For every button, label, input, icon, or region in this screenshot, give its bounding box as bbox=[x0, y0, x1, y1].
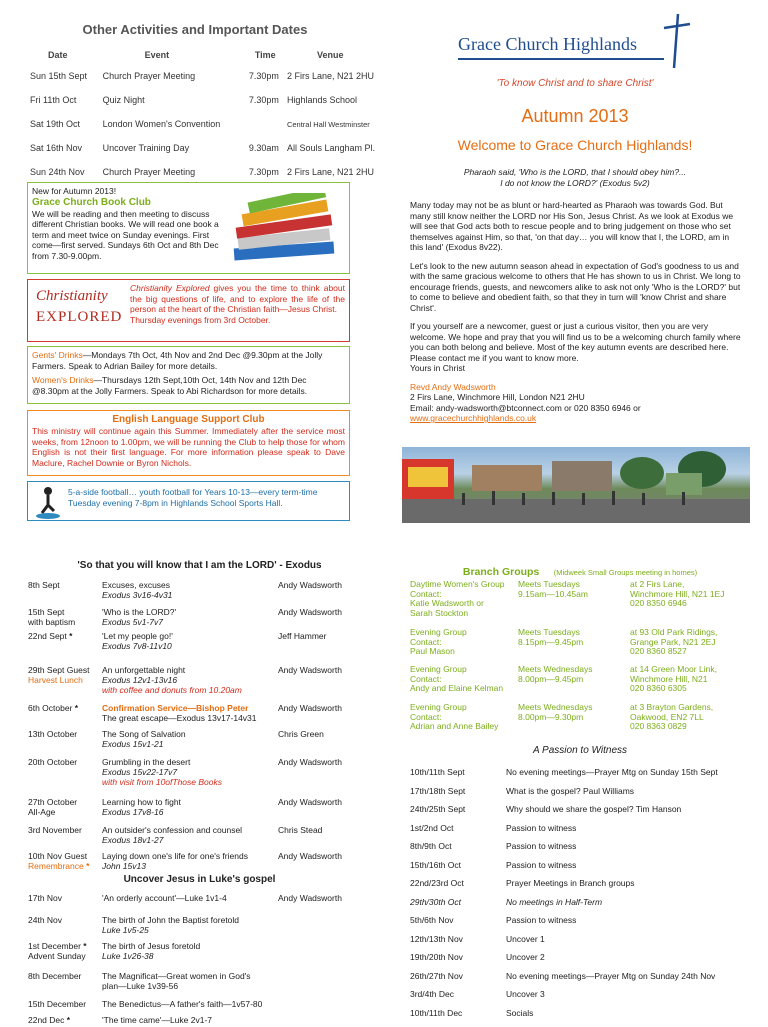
luke-sermon-title: 'The time came'—Luke 2v1-7 bbox=[102, 1015, 213, 1025]
letter-email: Email: andy-wadsworth@btconnect.com or 020 8350 6946 or bbox=[410, 402, 641, 413]
sermon-speaker: Andy Wadsworth bbox=[278, 607, 342, 617]
season-title: Autumn 2013 bbox=[521, 106, 629, 126]
sermons-list bbox=[28, 580, 373, 877]
luke-speaker bbox=[278, 1015, 342, 1027]
sermon-date: 6th October * bbox=[28, 703, 79, 713]
luke-date: 24th Nov bbox=[28, 915, 63, 925]
sermon-date: 29th Sept Guest Harvest Lunch bbox=[28, 665, 90, 685]
welcome-title: Welcome to Grace Church Highlands! bbox=[457, 137, 693, 153]
row-time bbox=[249, 112, 287, 136]
passion-title: A Passion to Witness bbox=[532, 745, 628, 756]
row-date: Sun 15th Sept bbox=[30, 71, 88, 81]
passion-date: 15th/16th Oct bbox=[410, 859, 462, 870]
row-time: 7.30pm bbox=[248, 71, 279, 81]
sermon-title: Confirmation Service—Bishop Peter The great escape—Exodus 13v17-14v31 bbox=[102, 703, 257, 723]
luke-date: 8th December bbox=[28, 971, 82, 981]
letter-name: Revd Andy Wadsworth bbox=[410, 381, 496, 392]
passion-topic: Socials bbox=[506, 1007, 534, 1018]
branch-group bbox=[410, 628, 755, 665]
table-row bbox=[410, 948, 760, 967]
explored-logo-line1: Christianity bbox=[36, 288, 108, 304]
passion-topic: Uncover 1 bbox=[506, 933, 545, 944]
passion-date: 8th/9th Oct bbox=[410, 841, 452, 852]
bookclub-box bbox=[27, 182, 350, 274]
passion-date: 10th/11th Dec bbox=[410, 1007, 463, 1018]
luke-sermon-title: The Magnificat—Great women in God's plan—Luke 1v39-56 bbox=[102, 971, 251, 991]
women-label: Women's Drinks bbox=[32, 375, 94, 385]
luke-sermon-title: 'An orderly account'—Luke 1v1-4 bbox=[102, 893, 227, 903]
row-event: London Women's Convention bbox=[102, 119, 221, 129]
passion-date: 1st/2nd Oct bbox=[410, 822, 454, 833]
table-row bbox=[30, 88, 375, 112]
luke-date: 17th Nov bbox=[28, 893, 63, 903]
luke-title: Uncover Jesus in Luke's gospel bbox=[123, 874, 276, 885]
table-row bbox=[30, 64, 375, 88]
branch-subtitle: (Midweek Small Groups meeting in homes) bbox=[553, 568, 698, 577]
row-date: Sun 24th Nov bbox=[30, 167, 85, 177]
activities-header-row bbox=[30, 46, 375, 64]
football-text: 5-a-side football… youth football for Years 10-13—every term-time Tuesday evening 7-8pm in Highlands School Sports Hall. bbox=[68, 487, 318, 508]
explored-logo bbox=[36, 288, 122, 334]
letter-p3 bbox=[410, 321, 742, 374]
col-time: Time bbox=[254, 50, 276, 60]
passion-date: 24th/25th Sept bbox=[410, 804, 466, 815]
row-time: 9.30am bbox=[248, 143, 279, 153]
website-link[interactable]: www.gracechurchhighlands.co.uk bbox=[410, 413, 537, 423]
passion-topic: Passion to witness bbox=[506, 915, 577, 926]
bookclub-text: We will be reading and then meeting to discuss different Christian books. We will read one book a term and meet twice on Sunday evenings. First come—first served. Sundays 6th Oct and 8th Dec from 7.30-9.00pm. bbox=[32, 208, 219, 261]
luke-sermon-title: The Benedictus—A father's faith—1v57-80 bbox=[102, 999, 263, 1009]
passion-topic: Uncover 2 bbox=[506, 952, 545, 963]
table-row bbox=[28, 580, 342, 607]
luke-list bbox=[28, 893, 373, 1027]
branch-name: Evening Group Contact: Adrian and Anne Bailey bbox=[410, 702, 499, 731]
table-row bbox=[28, 631, 342, 665]
passion-topic: Prayer Meetings in Branch groups bbox=[506, 878, 635, 889]
branch-time: Meets Tuesdays 9.15am—10.45am bbox=[518, 579, 588, 599]
football-box bbox=[27, 481, 350, 521]
table-row bbox=[28, 607, 342, 631]
row-venue: All Souls Langham Pl. bbox=[286, 143, 375, 153]
col-date: Date bbox=[48, 50, 68, 60]
table-row bbox=[28, 915, 342, 941]
letter bbox=[410, 200, 742, 424]
letter-p1: Many today may not be as blunt or hard-hearted as Pharaoh was towards God. But many still know neither the LORD nor His Son, Jesus Christ. As we look at Exodus we will see that God acts both to rescue people and to bring judgement on those who set themselves against Him, so that, 'on that day… you will know that I, the LORD, am in this land' (Exodus 8v22). bbox=[410, 200, 734, 252]
women-text: —Thursdays 12th Sept,10th Oct, 14th Nov and 12th Dec @8.30pm at the Jolly Farmers. Speak to Abi Richardson for more details. bbox=[32, 375, 308, 396]
branch-header bbox=[410, 562, 750, 580]
branch-table bbox=[410, 580, 755, 739]
church-name: Grace Church Highlands bbox=[458, 34, 637, 54]
letter-address: 2 Firs Lane, Winchmore Hill, London N21 2HU bbox=[410, 392, 585, 402]
table-row bbox=[28, 971, 342, 999]
branch-group bbox=[410, 703, 755, 739]
sermon-title: Laying down one's life for one's friends John 15v13 bbox=[102, 851, 248, 871]
luke-speaker bbox=[278, 999, 342, 1015]
passion-date: 22nd/23rd Oct bbox=[410, 878, 464, 889]
table-row bbox=[410, 782, 760, 801]
sermon-title: Grumbling in the desert Exodus 15v22-17v7 with visit from 10ofThose Books bbox=[102, 757, 222, 787]
sermon-date: 27th October All-Age bbox=[28, 797, 78, 817]
women-drinks bbox=[32, 375, 345, 396]
table-row bbox=[28, 893, 342, 915]
sermon-title: An unforgettable night Exodus 12v1-13v16 with coffee and donuts from 10.20am bbox=[102, 665, 242, 695]
table-row bbox=[410, 967, 760, 986]
passion-date: 12th/13th Nov bbox=[410, 933, 463, 944]
table-row bbox=[28, 797, 342, 825]
branch-name: Daytime Women's Group Contact: Katie Wadsworth or Sarah Stockton bbox=[410, 579, 505, 618]
luke-date: 1st December * Advent Sunday bbox=[28, 941, 87, 961]
passion-topic: No meetings in Half-Term bbox=[506, 896, 603, 907]
passion-topic: Why should we share the gospel? Tim Hanson bbox=[506, 804, 682, 815]
passion-topic: What is the gospel? Paul Williams bbox=[506, 785, 635, 796]
row-time: 7.30pm bbox=[248, 95, 279, 105]
row-event: Uncover Training Day bbox=[102, 143, 190, 153]
luke-speaker: Andy Wadsworth bbox=[278, 893, 342, 903]
sermon-speaker: Andy Wadsworth bbox=[278, 851, 342, 861]
sermons-title: 'So that you will know that I am the LORD' - Exodus bbox=[77, 560, 322, 571]
english-text: This ministry will continue again this Summer. Immediately after the service most weeks, from 12noon to 1.00pm, we will be running the Club to help those for whom English is not their first language. For more information please speak to Dave Maclure, Rachel Downie or Byron Nichols. bbox=[32, 426, 345, 468]
table-row bbox=[28, 941, 342, 971]
english-box bbox=[27, 410, 350, 476]
sermon-date: 10th Nov Guest Remembrance * bbox=[28, 851, 90, 871]
col-venue: Venue bbox=[316, 50, 344, 60]
sermon-speaker: Andy Wadsworth bbox=[278, 797, 342, 807]
logo-underline bbox=[458, 58, 664, 60]
table-row bbox=[410, 800, 760, 819]
sermon-date: 15th Sept with baptism bbox=[28, 607, 76, 627]
passion-date: 29th/30th Oct bbox=[410, 896, 462, 907]
branch-name: Evening Group Contact: Andy and Elaine Kelman bbox=[410, 664, 504, 693]
table-row bbox=[410, 893, 760, 912]
gents-label: Gents' Drinks bbox=[32, 350, 83, 360]
football-icon bbox=[34, 485, 62, 519]
branch-address: at 93 Old Park Ridings, Grange Park, N21 2EJ 020 8360 8527 bbox=[630, 627, 718, 656]
explored-lead: Christianity Explored bbox=[130, 283, 210, 293]
church-logo bbox=[450, 12, 694, 72]
table-row bbox=[28, 825, 342, 851]
branch-address: at 3 Brayton Gardens, Oakwood, EN2 7LL 020 8363 0829 bbox=[630, 702, 714, 731]
passion-table bbox=[410, 763, 760, 1022]
explored-logo-line2: EXPLORED bbox=[36, 309, 123, 325]
sermon-speaker: Andy Wadsworth bbox=[278, 580, 342, 590]
table-row bbox=[410, 911, 760, 930]
books-icon bbox=[228, 193, 346, 265]
row-event: Church Prayer Meeting bbox=[102, 167, 196, 177]
passion-topic: Uncover 3 bbox=[506, 989, 545, 1000]
branch-name: Evening Group Contact: Paul Mason bbox=[410, 627, 467, 656]
branch-title: Branch Groups bbox=[462, 566, 540, 578]
branch-address: at 14 Green Moor Link, Winchmore Hill, N21 020 8360 6305 bbox=[630, 664, 717, 693]
explored-text bbox=[130, 283, 345, 325]
passion-date: 3rd/4th Dec bbox=[410, 989, 454, 1000]
row-venue: 2 Firs Lane, N21 2HU bbox=[286, 71, 374, 81]
letter-p3-text: If you yourself are a newcomer, guest or just a curious visitor, then you are very welcome. We hope and pray that you will find us to be a welcoming church family where you can both belong and believe. Most of the key autumn events are described here. Please contact me if you want to know more. bbox=[410, 321, 741, 363]
passion-topic: Passion to witness bbox=[506, 822, 577, 833]
table-row bbox=[30, 160, 375, 184]
passion-topic: No evening meetings—Prayer Mtg on Sunday 15th Sept bbox=[506, 767, 718, 778]
branch-group bbox=[410, 580, 755, 628]
branch-address: at 2 Firs Lane, Winchmore Hill, N21 1EJ 020 8350 6946 bbox=[630, 579, 725, 608]
luke-sermon-title: The birth of Jesus foretold Luke 1v26-38 bbox=[102, 941, 201, 961]
table-row bbox=[410, 856, 760, 875]
row-event: Quiz Night bbox=[102, 95, 145, 105]
sermon-title: The Song of Salvation Exodus 15v1-21 bbox=[102, 729, 186, 749]
explored-body: gives you the time to think about the big questions of life, and to explore the life of the person at the heart of the Christian faith—Jesus Christ. bbox=[130, 283, 345, 314]
passion-topic: No evening meetings—Prayer Mtg on Sunday 24th Nov bbox=[506, 970, 716, 981]
table-row bbox=[28, 703, 342, 729]
sermon-title: 'Let my people go!' Exodus 7v8-11v10 bbox=[102, 631, 173, 651]
sermon-speaker: Andy Wadsworth bbox=[278, 703, 342, 713]
table-row bbox=[410, 985, 760, 1004]
luke-speaker bbox=[278, 941, 342, 971]
table-row bbox=[28, 1015, 342, 1027]
sermon-date: 20th October bbox=[28, 757, 78, 767]
luke-date: 22nd Dec * bbox=[28, 1015, 71, 1025]
quote-line1: Pharaoh said, 'Who is the LORD, that I should obey him?... bbox=[463, 167, 687, 177]
sermon-date: 8th Sept bbox=[28, 580, 60, 590]
sermon-speaker: Chris Green bbox=[278, 729, 324, 739]
table-row bbox=[28, 665, 342, 703]
passion-topic: Passion to witness bbox=[506, 841, 577, 852]
luke-speaker bbox=[278, 971, 342, 999]
col-event: Event bbox=[144, 50, 170, 60]
sermon-speaker: Chris Stead bbox=[278, 825, 323, 835]
table-row bbox=[28, 757, 342, 797]
row-date: Fri 11th Oct bbox=[30, 95, 77, 105]
table-row bbox=[410, 1004, 760, 1023]
branch-group bbox=[410, 665, 755, 703]
quote bbox=[400, 167, 750, 189]
table-row bbox=[30, 136, 375, 160]
table-row bbox=[410, 837, 760, 856]
branch-time: Meets Tuesdays 8.15pm—9.45pm bbox=[518, 627, 584, 647]
bookclub-title: Grace Church Book Club bbox=[32, 196, 151, 208]
church-photo bbox=[402, 447, 750, 523]
row-venue: Central Hall Westminster bbox=[286, 119, 370, 129]
branch-time: Meets Wednesdays 8.00pm—9.45pm bbox=[518, 664, 593, 684]
gents-text: —Mondays 7th Oct, 4th Nov and 2nd Dec @9.30pm at the Jolly Farmers. Speak to Adrian Bailey for more details. bbox=[32, 350, 323, 371]
table-row bbox=[410, 874, 760, 893]
sermons-table bbox=[28, 580, 342, 877]
table-row bbox=[28, 729, 342, 757]
passion-date: 19th/20th Nov bbox=[410, 952, 463, 963]
sermon-title: 'Who is the LORD?' Exodus 5v1-7v7 bbox=[102, 607, 177, 627]
passion-topic: Passion to witness bbox=[506, 859, 577, 870]
luke-date: 15th December bbox=[28, 999, 87, 1009]
english-title: English Language Support Club bbox=[112, 414, 265, 425]
row-date: Sat 19th Oct bbox=[30, 119, 81, 129]
sermon-date: 22nd Sept * bbox=[28, 631, 73, 641]
sermon-title: Excuses, excuses Exodus 3v16-4v31 bbox=[102, 580, 173, 600]
letter-p2: Let's look to the new autumn season ahead in expectation of God's goodness to us and with the same gracious welcome to others that He has shown to us in Christ. We long to encourage friends, guests, and newcomers alike to ask not only 'Who is the LORD?' but to come to believe and obedient faith, so that they in turn will 'know Christ and share Christ'. bbox=[410, 260, 741, 313]
passion-date: 5th/6th Nov bbox=[410, 915, 454, 926]
cross-icon bbox=[662, 12, 692, 70]
branch-time: Meets Wednesdays 8.00pm—9.30pm bbox=[518, 702, 593, 722]
luke-table bbox=[28, 893, 342, 1027]
sermon-title: Learning how to fight Exodus 17v8-16 bbox=[102, 797, 181, 817]
row-time: 7.30pm bbox=[248, 167, 279, 177]
activities-table bbox=[30, 46, 375, 184]
sermon-speaker: Jeff Hammer bbox=[278, 631, 327, 641]
row-event: Church Prayer Meeting bbox=[102, 71, 196, 81]
tagline: 'To know Christ and to share Christ' bbox=[496, 78, 654, 89]
sermon-date: 3rd November bbox=[28, 825, 82, 835]
bookclub-new: New for Autumn 2013! bbox=[32, 186, 117, 196]
sermon-title: An outsider's confession and counsel Exodus 18v1-27 bbox=[102, 825, 243, 845]
table-row bbox=[28, 999, 342, 1015]
luke-sermon-title: The birth of John the Baptist foretold Luke 1v5-25 bbox=[102, 915, 240, 935]
letter-sign: Yours in Christ bbox=[410, 363, 465, 373]
row-date: Sat 16th Nov bbox=[30, 143, 83, 153]
passion-date: 10th/11th Sept bbox=[410, 767, 465, 778]
row-venue: 2 Firs Lane, N21 2HU bbox=[286, 167, 374, 177]
row-venue: Highlands School bbox=[286, 95, 357, 105]
explored-times: Thursday evenings from 3rd October. bbox=[130, 314, 271, 325]
passion-date: 26th/27th Nov bbox=[410, 970, 463, 981]
drinks-box bbox=[27, 346, 350, 404]
table-row bbox=[410, 819, 760, 838]
table-row bbox=[410, 930, 760, 949]
table-row bbox=[410, 763, 760, 782]
luke-speaker bbox=[278, 915, 342, 941]
sermon-speaker: Andy Wadsworth bbox=[278, 757, 342, 767]
gents-drinks bbox=[32, 350, 345, 371]
activities-title: Other Activities and Important Dates bbox=[82, 22, 308, 37]
table-row bbox=[30, 112, 375, 136]
sermon-date: 13th October bbox=[28, 729, 78, 739]
sermon-speaker: Andy Wadsworth bbox=[278, 665, 342, 675]
passion-date: 17th/18th Sept bbox=[410, 785, 466, 796]
explored-box bbox=[27, 279, 350, 342]
photo-scene bbox=[402, 447, 750, 523]
quote-line2: I do not know the LORD?' (Exodus 5v2) bbox=[500, 178, 650, 188]
